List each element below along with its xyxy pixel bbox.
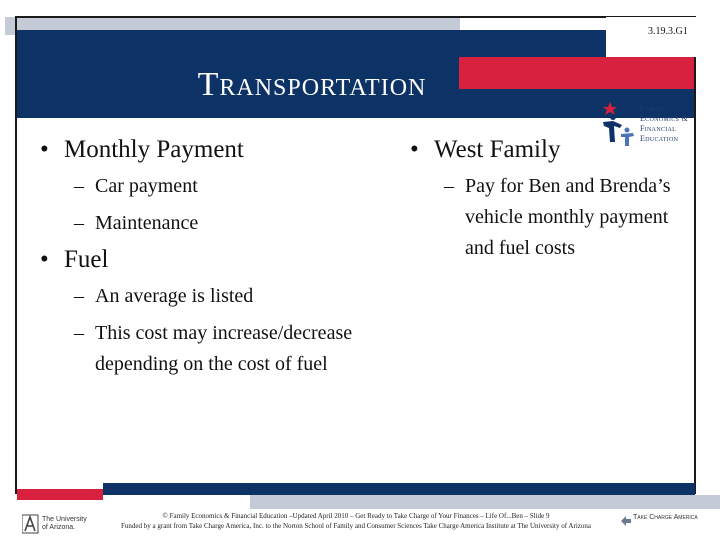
sub-bullet-text: Maintenance: [95, 212, 199, 234]
bullet-text: West Family: [434, 136, 561, 163]
sub-bullet-item: [410, 171, 680, 264]
take-charge-america-text: Take Charge America: [633, 514, 698, 521]
bullet-text: Fuel: [64, 246, 109, 273]
bottom-grey-bar: [250, 495, 720, 509]
sub-bullet-text: An average is listed: [95, 285, 254, 307]
bottom-red-bar: [17, 489, 103, 500]
ua-line-2: of Arizona.: [42, 524, 76, 531]
logo-line-3: Financial: [640, 124, 677, 133]
footer: [100, 511, 612, 531]
dash-icon: –: [444, 175, 454, 197]
sub-bullet-text: This cost may increase/decrease depending on the cost of fuel: [95, 322, 353, 375]
slide-code: 3.19.3.G1: [648, 26, 688, 37]
ua-line-1: The University: [42, 516, 87, 523]
sub-bullet-text: Pay for Ben and Brenda’s vehicle monthly payment and fuel costs: [465, 175, 671, 259]
dash-icon: –: [74, 322, 84, 344]
bullet-icon: •: [40, 136, 49, 163]
left-column: [40, 135, 380, 386]
logo-line-2: Economics &: [640, 114, 689, 123]
logo-line-4: Education: [640, 134, 679, 143]
right-column: [410, 135, 680, 270]
dash-icon: –: [74, 212, 84, 234]
slide-title: Transportation: [197, 66, 427, 103]
sub-bullet-item: [40, 281, 380, 312]
bullet-item: [410, 135, 680, 165]
bullet-item: [40, 245, 380, 275]
bullet-item: [40, 135, 380, 165]
sub-bullet-item: [40, 171, 380, 202]
bullet-icon: •: [40, 246, 49, 273]
dash-icon: –: [74, 175, 84, 197]
dash-icon: –: [74, 285, 84, 307]
footer-line-1: © Family Economics & Financial Education –Updated April 2010 – Get Ready to Take Charge of Your Finances – Life Of...Ben – Slide 9: [162, 512, 550, 520]
footer-line-2: Funded by a grant from Take Charge America, Inc. to the Norton School of Family and Consumer Sciences Take Charge America Institute at The University of Arizona: [121, 522, 591, 530]
sub-bullet-item: [40, 318, 380, 380]
logo-line-1: Family: [640, 104, 666, 113]
university-of-arizona-text: [42, 516, 87, 532]
sub-bullet-text: Car payment: [95, 175, 198, 197]
bottom-navy-bar: [103, 483, 695, 495]
bullet-icon: •: [410, 136, 419, 163]
bullet-text: Monthly Payment: [64, 136, 244, 163]
sub-bullet-item: [40, 208, 380, 239]
